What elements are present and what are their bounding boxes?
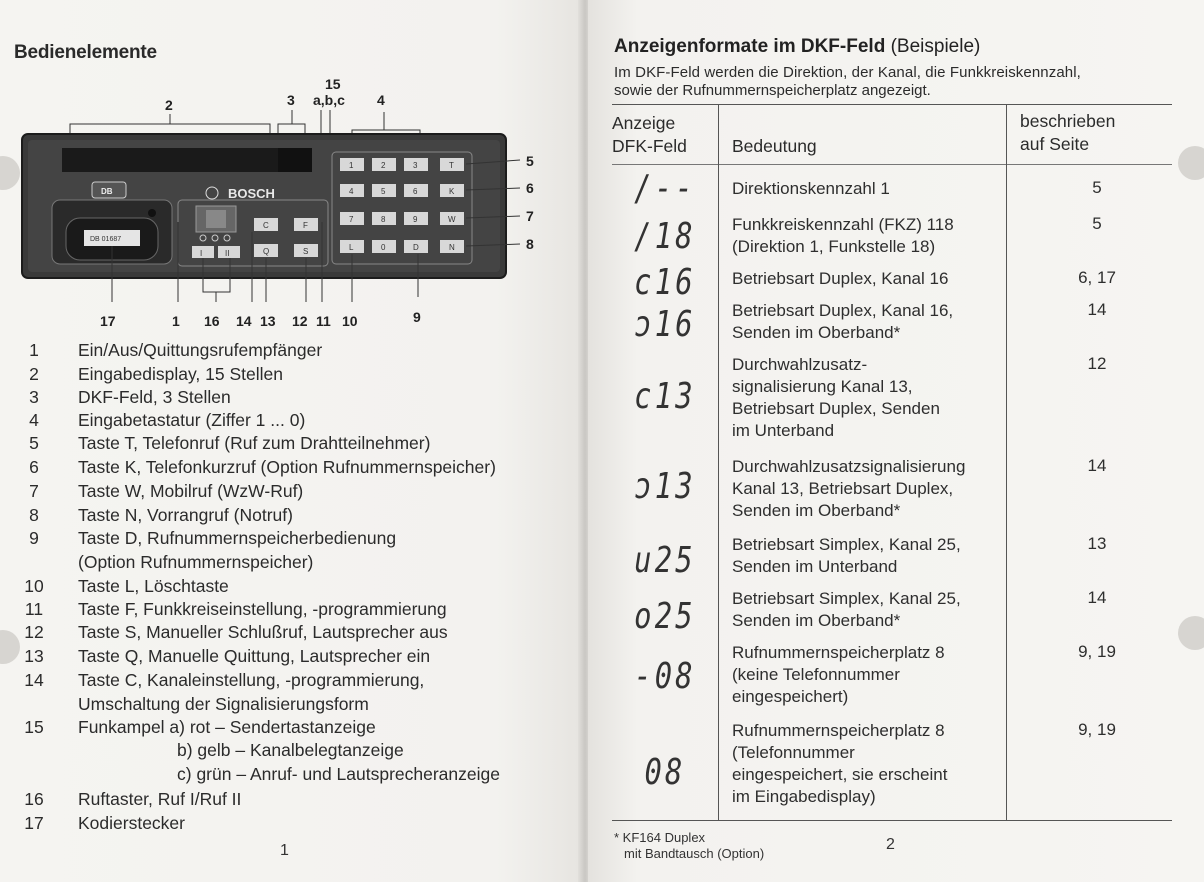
callout-1: 1 <box>172 313 180 329</box>
callout-15-abc: a,b,c <box>313 92 345 108</box>
call-key-2-label: II <box>225 249 230 258</box>
list-item: 5 Taste T, Telefonruf (Ruf zum Drahtteilnehmer) <box>29 433 431 453</box>
callout-10: 10 <box>342 313 358 329</box>
list-item: c) grün – Anruf- und Lautsprecheranzeige <box>177 764 500 784</box>
list-item: 16 Ruftaster, Ruf I/Ruf II <box>24 789 242 809</box>
callout-13: 13 <box>260 313 276 329</box>
display-format-table: Anzeige DFK-Feld Bedeutung beschrieben auf Seite /-- Direktionskennzahl 1 5 /18 Funkkreiskennzahl (FKZ) 118 (Direktion 1, Funkstelle 18) 5 c16 Betriebsart Duplex, Kanal 16 6, 17 ɔ16 Betriebsart Duplex, Kanal 16, Senden im Oberband* 14 c13 Durchwahlzusatz- signalisierung Kanal 13, Betriebsart Duplex, Senden im Unterband 12 ɔ13 Durchwahlzusatzsignalisierung Kanal 13, Betriebsart Duplex, Senden im Oberband* 14 u25 Betriebsart Simplex, Kanal 25, Senden im Unterband 13 o25 Betriebsart Simplex, Kanal 25, Senden im Oberband* 14 -08 Rufnummernspeicherplatz 8 (keine Telefonnummer eingespeichert) 9, 19 08 Rufnummernspeicherplatz 8 (Telefonnummer eingespeichert, sie erscheint im Eingabedisplay) 9, 19 <box>612 104 1172 824</box>
right-page-title <box>614 36 980 58</box>
header-page: beschrieben auf Seite <box>1020 111 1116 154</box>
key-s-label: S <box>303 247 309 256</box>
header-meaning: Bedeutung <box>732 136 817 156</box>
callout-9: 9 <box>413 309 421 325</box>
key-n-label: N <box>449 243 455 252</box>
footnote: * KF164 Duplex mit Bandtausch (Option) <box>614 830 765 861</box>
list-item: 4 Eingabetastatur (Ziffer 1 ... 0) <box>29 410 306 430</box>
callout-7: 7 <box>526 208 534 224</box>
key-1-label: 1 <box>349 161 354 170</box>
key-7-label: 7 <box>349 215 354 224</box>
punch-hole-right-top <box>1178 146 1204 180</box>
key-2-label: 2 <box>381 161 386 170</box>
key-k-label: K <box>449 187 455 196</box>
page-number-right: 2 <box>886 836 895 853</box>
punch-hole-right-bottom <box>1178 616 1204 650</box>
callout-3: 3 <box>287 92 295 108</box>
list-item: 7 Taste W, Mobilruf (WzW-Ruf) <box>29 481 304 501</box>
input-display <box>62 148 312 172</box>
list-item: 2 Eingabedisplay, 15 Stellen <box>29 364 283 384</box>
key-3-label: 3 <box>413 161 418 170</box>
list-item: 3 DKF-Feld, 3 Stellen <box>29 387 231 407</box>
callout-11: 11 <box>316 313 331 329</box>
device-illustration <box>0 72 584 332</box>
key-0-label: 0 <box>381 243 386 252</box>
callout-4: 4 <box>377 92 385 108</box>
intro-line-1: Im DKF-Feld werden die Direktion, der Kanal, die Funkkreiskennzahl, <box>614 64 1081 81</box>
key-w-label: W <box>448 215 456 224</box>
db-badge-label: DB <box>101 187 113 196</box>
call-key-1[interactable] <box>192 246 214 258</box>
key-6-label: 6 <box>413 187 418 196</box>
call-key-1-label: I <box>200 249 203 258</box>
key-9-label: 9 <box>413 215 418 224</box>
list-item: (Option Rufnummernspeicher) <box>78 552 314 572</box>
callout-8: 8 <box>526 236 534 252</box>
list-item: 12 Taste S, Manueller Schlußruf, Lautsprecher aus <box>24 622 448 642</box>
list-item: 17 Kodierstecker <box>24 813 185 833</box>
intro-text <box>614 64 1174 100</box>
intro-line-2: sowie der Rufnummernspeicherplatz angezeigt. <box>614 82 931 99</box>
key-c-label: C <box>263 221 269 230</box>
page-number-left: 1 <box>280 842 289 859</box>
power-button[interactable] <box>148 209 156 217</box>
key-t-label: T <box>449 161 454 170</box>
list-item: 11 Taste F, Funkkreiseinstellung, -programmierung <box>24 599 447 619</box>
title-normal: (Beispiele) <box>890 36 981 57</box>
list-item: 1 Ein/Aus/Quittungsrufempfänger <box>29 340 323 360</box>
callout-15: 15 <box>325 76 341 92</box>
key-4-label: 4 <box>349 187 354 196</box>
callout-12: 12 <box>292 313 308 329</box>
header-display: Anzeige DFK-Feld <box>612 113 687 156</box>
callout-6: 6 <box>526 180 534 196</box>
key-5-label: 5 <box>381 187 386 196</box>
list-item: 10 Taste L, Löschtaste <box>24 576 229 596</box>
device-diagram <box>0 72 584 332</box>
left-page-title: Bedienelemente <box>14 42 157 63</box>
key-q-label: Q <box>263 247 270 256</box>
list-item: 14 Taste C, Kanaleinstellung, -programmierung, <box>24 670 425 690</box>
key-f-label: F <box>303 221 308 230</box>
list-item: 8 Taste N, Vorrangruf (Notruf) <box>29 505 293 525</box>
callout-17: 17 <box>100 313 116 329</box>
callout-16: 16 <box>204 313 220 329</box>
list-item: 15 Funkampel a) rot – Sendertastanzeige <box>24 717 376 737</box>
callout-5: 5 <box>526 153 534 169</box>
list-item: b) gelb – Kanalbelegtanzeige <box>177 740 404 760</box>
key-l-label: L <box>349 243 354 252</box>
brand-label: BOSCH <box>228 186 275 201</box>
list-item: 6 Taste K, Telefonkurzruf (Option Rufnummernspeicher) <box>29 457 496 477</box>
list-item: 13 Taste Q, Manuelle Quittung, Lautsprecher ein <box>24 646 431 666</box>
callout-2: 2 <box>165 97 173 113</box>
key-d-label: D <box>413 243 419 252</box>
callout-14: 14 <box>236 313 252 329</box>
list-item: 9 Taste D, Rufnummernspeicherbedienung <box>29 528 397 548</box>
key-8-label: 8 <box>381 215 386 224</box>
title-bold: Anzeigenformate im DKF-Feld <box>614 36 886 57</box>
coding-plug-label: DB 01687 <box>90 236 122 243</box>
list-item: Umschaltung der Signalisierungsform <box>78 694 369 714</box>
dkf-field <box>278 148 312 172</box>
